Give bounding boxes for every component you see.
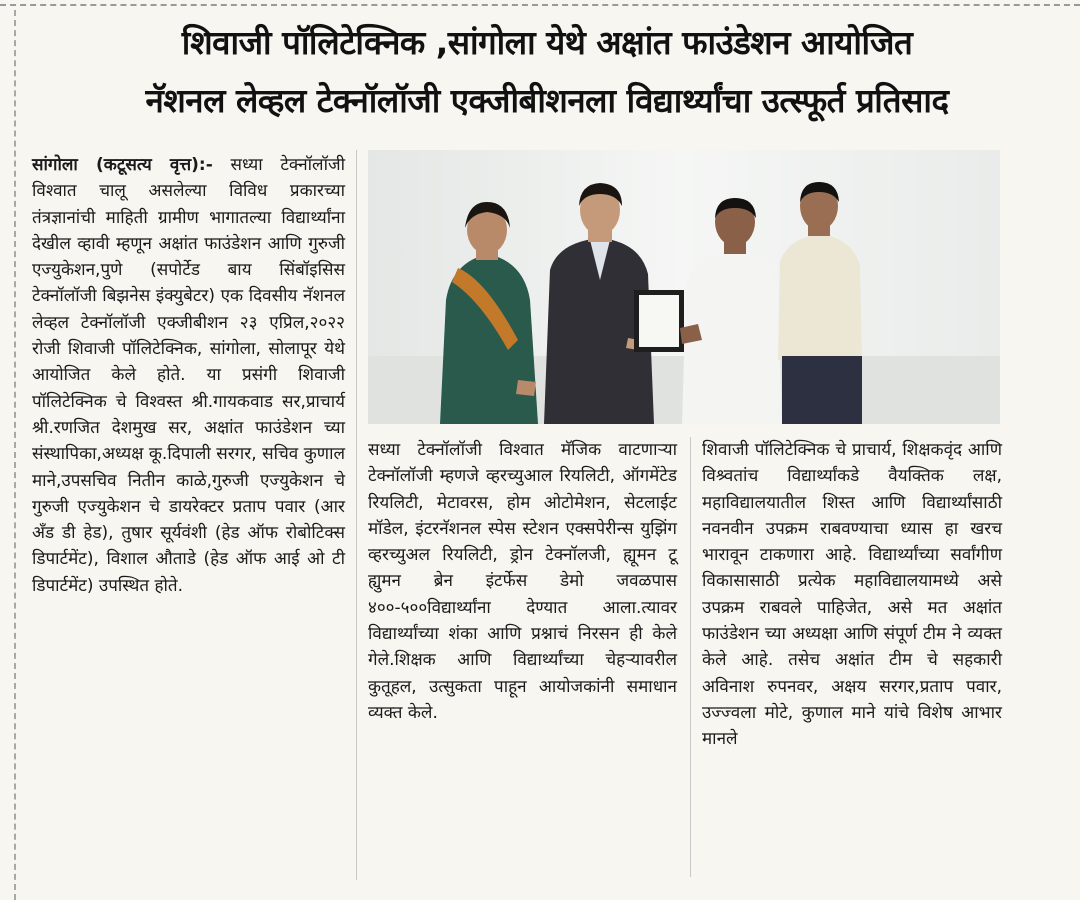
article-column-3: [702, 437, 1002, 753]
column-divider-1: [356, 150, 357, 880]
certificate-frame: [634, 290, 684, 352]
column-3-text: शिवाजी पॉलिटेक्निक चे प्राचार्य, शिक्षकवृंद आणि विश्र्वतांच विद्यार्थ्यांकडे वैयक्तिक लक्ष, महाविद्यालयातील शिस्त आणि विद्यार्थ्यांसाठी नवनवीन उपक्रम राबवण्याचा ध्यास हा खरच भारावून टाकणारा आहे. विद्यार्थ्यांच्या सर्वांगीण विकासासाठी प्रत्येक महाविद्यालयामध्ये असे उपक्रम राबवले पाहिजेत, असे मत अक्षांत फाउंडेशन च्या अध्यक्षा आणि संपूर्ण टीम ने व्यक्त केले आहे. तसेच अक्षांत टीम चे सहकारी अविनाश रुपनवर, अक्षय सरगर,प्रताप पवार, उज्ज्वला मोटे, कुणाल माने यांचे विशेष आभार मानले: [702, 440, 1002, 750]
headline: [22, 14, 1072, 130]
dateline: सांगोला (कटूसत्य वृत्त):-: [32, 155, 213, 175]
column-divider-2: [690, 437, 691, 877]
column-1-text: सध्या टेक्नॉलॉजी विश्वात चालू असलेल्या विविध प्रकारच्या तंत्रज्ञानांची माहिती ग्रामीण भागातल्या विद्यार्थ्यांना देखील व्हावी म्हणून अक्षांत फाउंडेशन आणि गुरुजी एज्युकेशन,पुणे (सपोर्टेड बाय सिंबॉइसिस टेक्नॉलॉजी बिझनेस इंक्युबेटर) एक दिवसीय नॅशनल लेव्हल टेक्नॉलॉजी एक्जीबीशन २३ एप्रिल,२०२२ रोजी शिवाजी पॉलिटेक्निक, सांगोला, सोलापूर येथे आयोजित केले होते. या प्रसंगी शिवाजी पॉलिटेक्निक चे विश्वस्त श्री.गायकवाड सर,प्राचार्य श्री.रणजित देशमुख सर, अक्षांत फाउंडेशन च्या संस्थापिका,अध्यक्ष कू.दिपाली सरगर, सचिव कुणाल माने,उपसचिव नितीन काळे,गुरुजी एज्युकेशन चे गुरुजी एज्युकेशन चे डायरेक्टर प्रताप पवार (आर अँड डी हेड), तुषार सूर्यवंशी (हेड ऑफ रोबोटिक्स डिपार्टमेंट), विशाल औताडे (हेड ऑफ आई ओ टी डिपार्टमेंट) उपस्थित होते.: [32, 155, 345, 596]
photo-illustration: [368, 150, 1000, 424]
top-dashed-border: [0, 4, 1080, 6]
article-column-2: [368, 437, 677, 726]
column-2-text: सध्या टेक्नॉलॉजी विश्वात मॅजिक वाटणाऱ्या टेक्नॉलॉजी म्हणजे व्हरच्युआल रियलिटी, ऑगमेंटेड रियलिटी, मेटावरस, होम ओटोमेशन, सेटलाईट मॉडेल, इंटरनॅशनल स्पेस स्टेशन एक्सपेरीन्स युझिंग व्हरच्युअल रियलिटी, ड्रोन टेक्नॉलजी, ह्यूमन टू ह्युमन ब्रेन इंटर्फेस डेमो जवळपास ४००-५००विद्यार्थ्यांना देण्यात आला.त्यावर विद्यार्थ्यांच्या शंका आणि प्रश्नाचं निरसन ही केले गेले.शिक्षक आणि विद्यार्थ्यांच्या चेहऱ्यावरील कुतूहल, उत्सुकता पाहून आयोजकांनी समाधान व्यक्त केले.: [368, 440, 677, 723]
left-dashed-border: [14, 10, 16, 900]
news-photo: [368, 150, 1000, 424]
headline-line-1: शिवाजी पॉलिटेक्निक ,सांगोला येथे अक्षांत फाउंडेशन आयोजित: [181, 23, 913, 62]
article-column-1: [32, 152, 345, 599]
headline-line-2: नॅशनल लेव्हल टेक्नॉलॉजी एक्जीबीशनला विद्यार्थ्यांचा उत्स्फूर्त प्रतिसाद: [145, 81, 949, 120]
